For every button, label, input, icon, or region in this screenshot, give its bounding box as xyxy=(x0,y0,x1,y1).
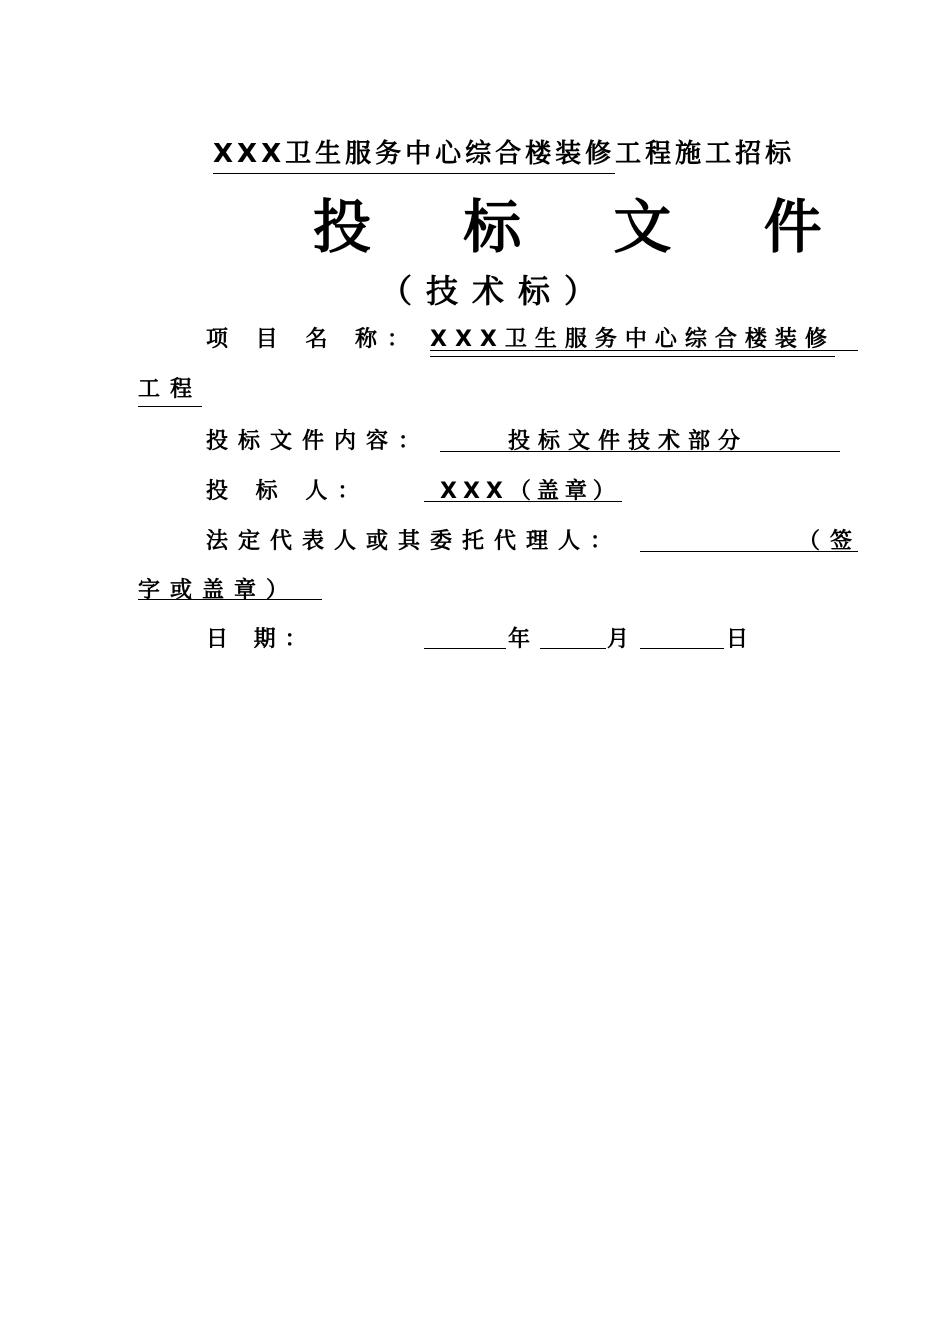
document-content-value: 投标文件技术部分 xyxy=(508,429,749,454)
date-month-blank xyxy=(540,648,606,649)
tender-heading-rest: 工程施工招标 xyxy=(615,139,796,169)
main-title: 投 标 文 件 xyxy=(313,193,858,261)
tender-heading xyxy=(213,133,795,170)
date-label xyxy=(206,622,316,653)
document-content-label: 投标文件内容： xyxy=(206,429,431,454)
date-day-label: 日 xyxy=(726,627,759,652)
bidder-underline xyxy=(424,501,622,502)
project-name-underline xyxy=(430,350,858,351)
date-day-blank xyxy=(640,648,724,649)
legal-rep-label: 法定代表人或其委托代理人： xyxy=(206,529,623,554)
document-content-underline xyxy=(440,451,840,452)
project-name-value xyxy=(430,322,835,353)
tender-heading-underlined: XXX卫生服务中心综合楼装修 xyxy=(213,133,615,170)
date-label-text: 日 期： xyxy=(206,627,316,652)
legal-rep-suffix-underline xyxy=(138,599,322,600)
date-month-label: 月 xyxy=(607,627,640,652)
date-year-blank xyxy=(424,648,506,649)
subtitle: （技术标） xyxy=(380,272,611,310)
project-name-label: 项 目 名 称： xyxy=(206,327,419,352)
project-name-value-line1: XXX卫生服务中心综合楼装修 xyxy=(430,322,835,353)
bidder-value: XXX（盖章） xyxy=(440,479,621,504)
project-name-value-line2: 工程 xyxy=(138,372,202,403)
legal-rep-suffix-line1: （签 xyxy=(798,529,863,554)
date-year-label: 年 xyxy=(508,627,541,652)
legal-rep-suffix-line2: 字或盖章） xyxy=(138,578,299,603)
bidder-label: 投 标 人： xyxy=(206,479,370,504)
